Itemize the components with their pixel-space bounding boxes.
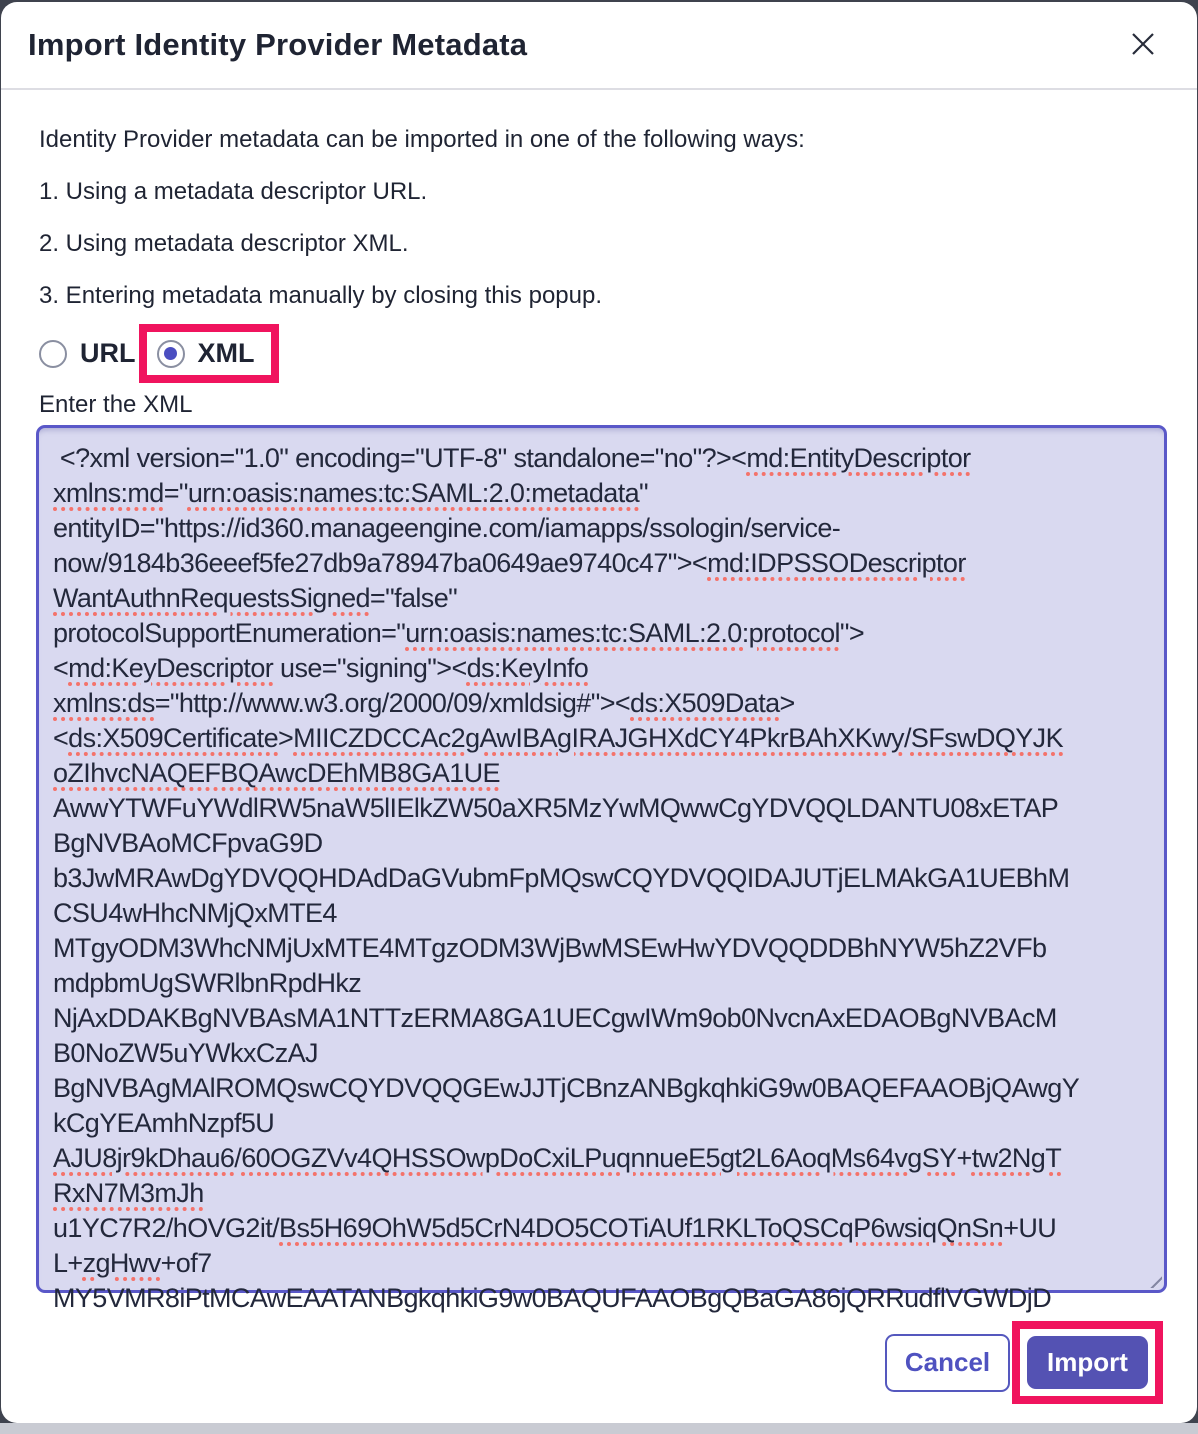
dialog-title: Import Identity Provider Metadata xyxy=(28,27,528,62)
radio-url[interactable] xyxy=(39,338,136,369)
xml-textarea[interactable] xyxy=(36,425,1167,1313)
close-button[interactable] xyxy=(1125,27,1161,63)
xml-annotation-box xyxy=(139,324,279,383)
xml-radio-circle-icon xyxy=(157,340,185,368)
dialog-body xyxy=(1,90,1197,1423)
xml-radio-label: XML xyxy=(197,338,255,368)
page-background-strip xyxy=(0,1423,1198,1434)
url-radio-label: URL xyxy=(80,338,136,368)
xml-field-label: Enter the XML xyxy=(39,391,193,418)
xml-content: <?xml version="1.0" encoding="UTF-8" standalone="no"?><md:EntityDescriptor xmlns:md="urn:oasis:names:tc:SAML:2.0:metadata" entityID="https://id360.manageengine.com/iamapps/ssologin/service- now/9184b36eeef5fe27db9a78947ba0649ae9740c47"><md:IDPSSODescriptor WantAuthnRequestsSigned="false" protocolSupportEnumeration="urn:oasis:names:tc:SAML:2.0:protocol"> <md:KeyDescriptor use="signing"><ds:KeyInfo xmlns:ds="http://www.w3.org/2000/09/xmldsig#"><ds:X509Data> <ds:X509Certificate>MIICZDCCAc2gAwIBAgIRAJGHXdCY4PkrBAhXKwy/SFswDQYJK oZIhvcNAQEFBQAwcDEhMB8GA1UE AwwYTWFuYWdlRW5naW5lIElkZW50aXR5MzYwMQwwCgYDVQQLDANTU08xETAP BgNVBAoMCFpvaG9D b3JwMRAwDgYDVQQHDAdDaGVubmFpMQswCQYDVQQIDAJUTjELMAkGA1UEBhM CSU4wHhcNMjQxMTE4 MTgyODM3WhcNMjUxMTE4MTgzODM3WjBwMSEwHwYDVQQDDBhNYW5hZ2VFb mdpbmUgSWRlbnRpdHkz NjAxDDAKBgNVBAsMA1NTTzERMA8GA1UECgwIWm9ob0NvcnAxEDAOBgNVBAcM B0NoZW5uYWkxCzAJ BgNVBAgMAlROMQswCQYDVQQGEwJJTjCBnzANBgkqhkiG9w0BAQEFAAOBjQAwgY kCgYEAmhNzpf5U AJU8jr9kDhau6/60OGZVv4QHSSOwpDoCxiLPuqnnueE5gt2L6AoqMs64vgSY+tw2NgT RxN7M3mJh u1YC7R2/hOVG2it/Bs5H69OhW5d5CrN4DO5COTiAUf1RKLToQSCqP6wsiqQnSn+UU L+zgHwv+of7 MY5VMR8iPtMCAwEAATANBgkqhkiG9w0BAQUFAAOBgQBaGA86jQRRudflVGWDjD xyxy=(53,443,1080,1313)
url-radio-circle-icon xyxy=(39,340,67,368)
import-idp-metadata-dialog xyxy=(1,2,1197,1423)
import-button[interactable]: Import xyxy=(1027,1336,1148,1389)
import-annotation-box xyxy=(1012,1321,1163,1404)
option-3: 3. Entering metadata manually by closing this popup. xyxy=(39,282,603,309)
metadata-source-radio-group xyxy=(39,324,1163,383)
close-icon xyxy=(1129,30,1157,61)
dialog-header xyxy=(1,2,1197,90)
option-1: 1. Using a metadata descriptor URL. xyxy=(39,178,428,205)
dialog-footer xyxy=(39,1321,1163,1404)
option-2: 2. Using metadata descriptor XML. xyxy=(39,230,409,257)
cancel-button[interactable]: Cancel xyxy=(885,1334,1010,1392)
intro-text: Identity Provider metadata can be imported in one of the following ways: xyxy=(39,126,805,153)
radio-xml[interactable] xyxy=(157,338,255,369)
